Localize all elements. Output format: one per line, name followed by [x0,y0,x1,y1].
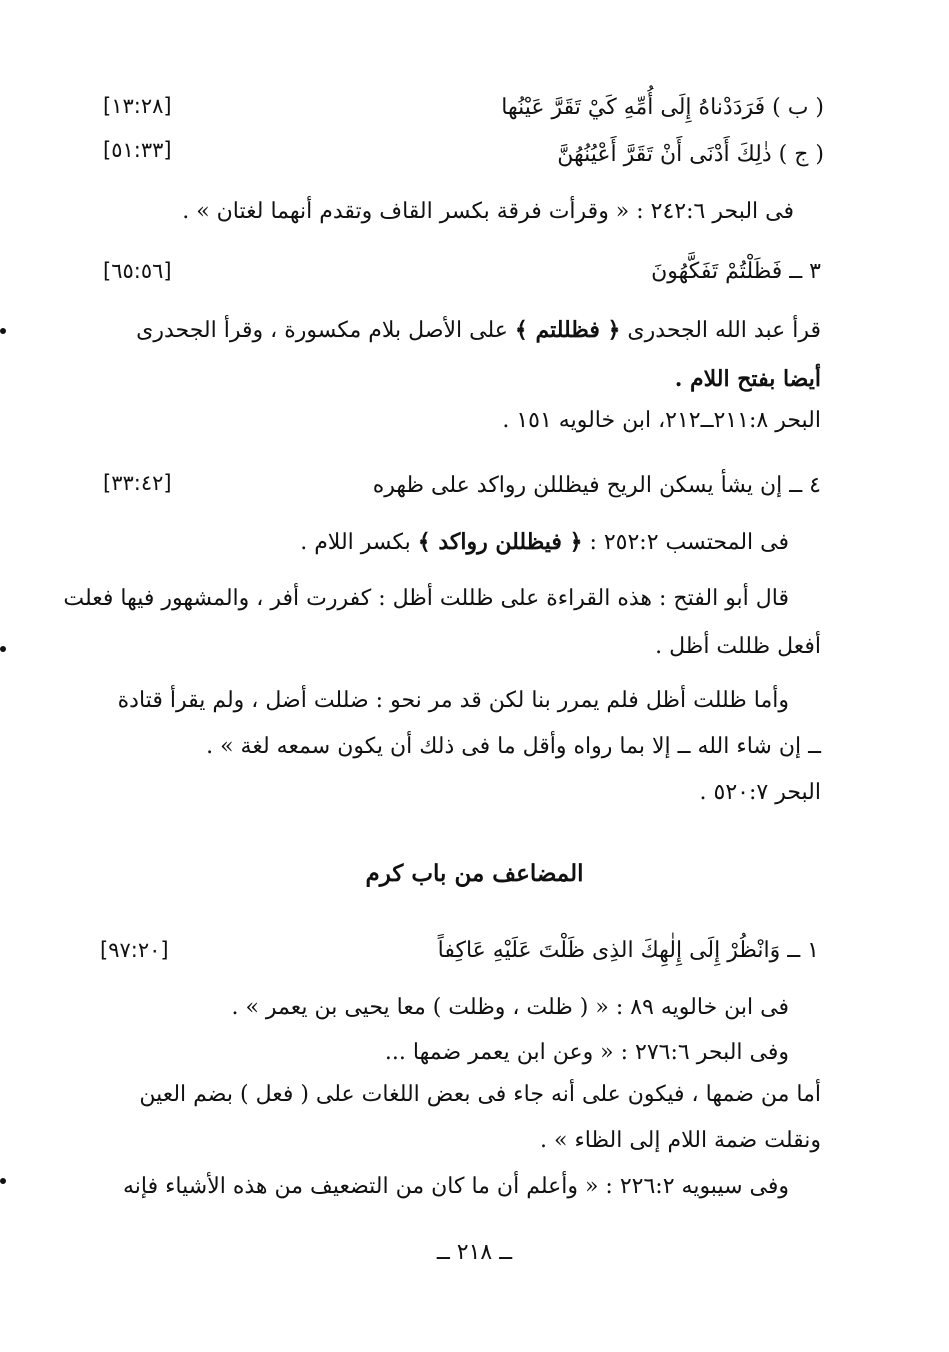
karuma-item-1-ref: [٩٧:٢٠] [100,938,169,962]
bahr-note-1: فى البحر ٢٤٢:٦ : « وقرأت فرقة بكسر القاف وتقدم أنهما لغتان » . [182,199,794,224]
section-heading: المضاعف من باب كرم [365,860,584,887]
amma-line1: وأما ظللت أظل فلم يمرر بنا لكن قد مر نحو : ضللت أضل ، ولم يقرأ قتادة [117,688,789,713]
muhtasab-note [300,531,789,554]
scan-mark [0,328,6,334]
bahr-note-2: البحر ٥٢٠:٧ . [699,780,821,805]
abu-alfath-line2: أفعل ظللت أظل . [655,634,821,659]
sibawayh-note: وفى سيبويه ٢٢٦:٢ : « وأعلم أن ما كان من التضعيف من هذه الأشياء فإنه [122,1174,789,1199]
scan-mark [0,1178,6,1184]
text: على الأصل بلام مكسورة ، وقرأ الجحدرى [136,318,508,343]
karuma-item-1-verse: ١ ــ وَانْظُرْ إِلَى إِلٰهِكَ الذِى ظَلْتَ عَلَيْهِ عَاكِفاً [437,938,819,963]
item-3-para-line1 [136,319,821,342]
naql-line: ونقلت ضمة اللام إلى الظاء » . [540,1128,821,1153]
text: قرأ عبد الله الجحدرى [627,318,821,343]
verse-b-ref: [١٣:٢٨] [103,94,172,118]
item-4-verse: ٤ ــ إن يشأ يسكن الريح فيظللن رواكد على ظهره [372,473,821,498]
item-3-ref: [٦٥:٥٦] [103,259,172,283]
amma-line2: ــ إن شاء الله ــ إلا بما رواه وأقل ما فى ذلك أن يكون سمعه لغة » . [206,734,821,759]
item-3-para-line2: أيضا بفتح اللام . [674,366,821,392]
verse-j-ref: [٥١:٣٣] [103,138,172,162]
item-3-source: البحر ٢١١:٨ــ٢١٢، ابن خالويه ١٥١ . [502,408,821,433]
amma-line3: أما من ضمها ، فيكون على أنه جاء فى بعض اللغات على ( فعل ) بضم العين [139,1082,821,1107]
item-4-ref: [٣٣:٤٢] [103,471,172,495]
quran-quote: ﴿ فظللتم ﴾ [514,317,621,343]
verse-b: ( ب ) فَرَدَدْناهُ إِلَى أُمِّهِ كَيْ تَقَرَّ عَيْنُها [501,95,824,120]
verse-j: ( ج ) ذٰلِكَ أَدْنَى أَنْ تَقَرَّ أَعْيُنُهُنَّ [557,142,824,167]
page-number: ــ ٢١٨ ــ [436,1240,513,1265]
scan-mark [0,646,6,652]
bahr-note-3: وفى البحر ٢٧٦:٦ : « وعن ابن يعمر ضمها ... [384,1040,789,1065]
text: فى المحتسب ٢٥٢:٢ : [589,530,789,555]
ibn-khalawayh-note: فى ابن خالويه ٨٩ : « ( ظلت ، وظلت ) معا يحيى بن يعمر » . [231,995,789,1020]
quran-quote: ﴿ فيظللن رواكد ﴾ [417,529,583,555]
abu-alfath-line1: قال أبو الفتح : هذه القراءة على ظللت أظل : كفررت أفر ، والمشهور فيها فعلت [63,586,789,611]
item-3-verse: ٣ ــ فَظَلْتُمْ تَفَكَّهُونَ [651,259,821,284]
text: بكسر اللام . [300,530,411,555]
